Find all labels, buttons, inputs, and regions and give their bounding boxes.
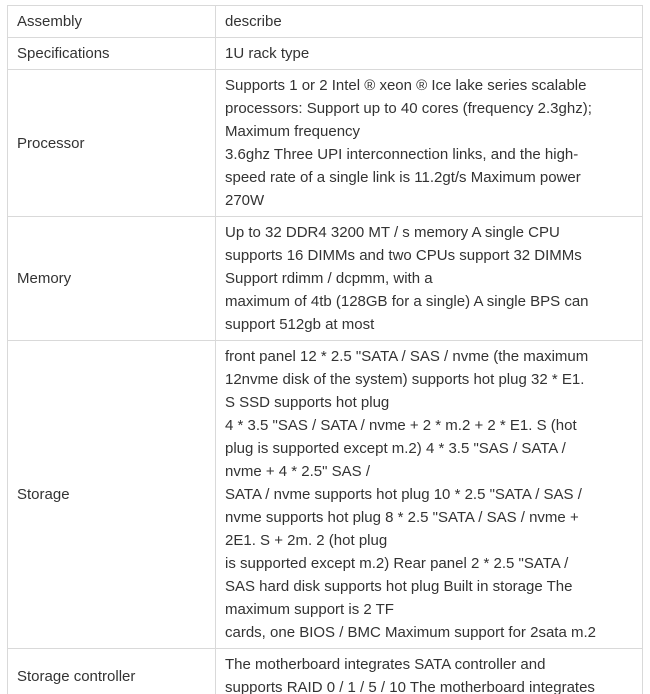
value-line: SAS hard disk supports hot plug Built in storage The — [225, 578, 573, 595]
value-line: is supported except m.2) Rear panel 2 * 2.5 "SATA / — [225, 555, 569, 572]
table-row — [8, 70, 643, 217]
value-line: 4 * 3.5 "SAS / SATA / nvme + 2 * m.2 + 2 * E1. S (hot — [225, 417, 577, 434]
value-line: S SSD supports hot plug — [225, 394, 390, 411]
value-line: cards, one BIOS / BMC Maximum support for 2sata m.2 — [225, 624, 596, 641]
row-value — [216, 38, 643, 70]
value-line: supports 16 DIMMs and two CPUs support 32 DIMMs — [225, 247, 582, 264]
value-line: 270W — [225, 192, 265, 209]
value-line: Up to 32 DDR4 3200 MT / s memory A single CPU — [225, 224, 560, 241]
value-line: 2E1. S + 2m. 2 (hot plug — [225, 532, 388, 549]
value-line: Maximum frequency — [225, 123, 361, 140]
spec-table — [7, 5, 643, 694]
table-row — [8, 217, 643, 341]
value-line: describe — [225, 13, 282, 30]
value-line: 1U rack type — [225, 45, 310, 62]
table-row — [8, 38, 643, 70]
row-value — [216, 6, 643, 38]
value-line: support 512gb at most — [225, 316, 375, 333]
row-key: Storage — [8, 341, 216, 649]
row-key: Assembly — [8, 6, 216, 38]
value-line: 3.6ghz Three UPI interconnection links, and the high- — [225, 146, 579, 163]
row-value — [216, 649, 643, 694]
value-line: maximum support is 2 TF — [225, 601, 394, 618]
row-key: Storage controller — [8, 649, 216, 694]
value-line: Supports 1 or 2 Intel ® xeon ® Ice lake series scalable — [225, 77, 587, 94]
row-value — [216, 70, 643, 217]
row-key: Processor — [8, 70, 216, 217]
row-key: Memory — [8, 217, 216, 341]
value-line: nvme supports hot plug 8 * 2.5 "SATA / SAS / nvme + — [225, 509, 579, 526]
row-key: Specifications — [8, 38, 216, 70]
table-row — [8, 649, 643, 694]
row-value — [216, 341, 643, 649]
value-line: front panel 12 * 2.5 "SATA / SAS / nvme (the maximum — [225, 348, 589, 365]
value-line: plug is supported except m.2) 4 * 3.5 "SAS / SATA / — [225, 440, 566, 457]
value-line: SATA / nvme supports hot plug 10 * 2.5 "SATA / SAS / — [225, 486, 582, 503]
table-row — [8, 341, 643, 649]
value-line: processors: Support up to 40 cores (frequency 2.3ghz); — [225, 100, 592, 117]
value-line: nvme + 4 * 2.5" SAS / — [225, 463, 370, 480]
value-line: 12nvme disk of the system) supports hot plug 32 * E1. — [225, 371, 585, 388]
value-line: maximum of 4tb (128GB for a single) A single BPS can — [225, 293, 589, 310]
value-line: Support rdimm / dcpmm, with a — [225, 270, 433, 287]
value-line: The motherboard integrates SATA controller and — [225, 656, 546, 673]
value-line: supports RAID 0 / 1 / 5 / 10 The motherboard integrates — [225, 679, 595, 694]
table-row — [8, 6, 643, 38]
value-line: speed rate of a single link is 11.2gt/s Maximum power — [225, 169, 581, 186]
row-value — [216, 217, 643, 341]
